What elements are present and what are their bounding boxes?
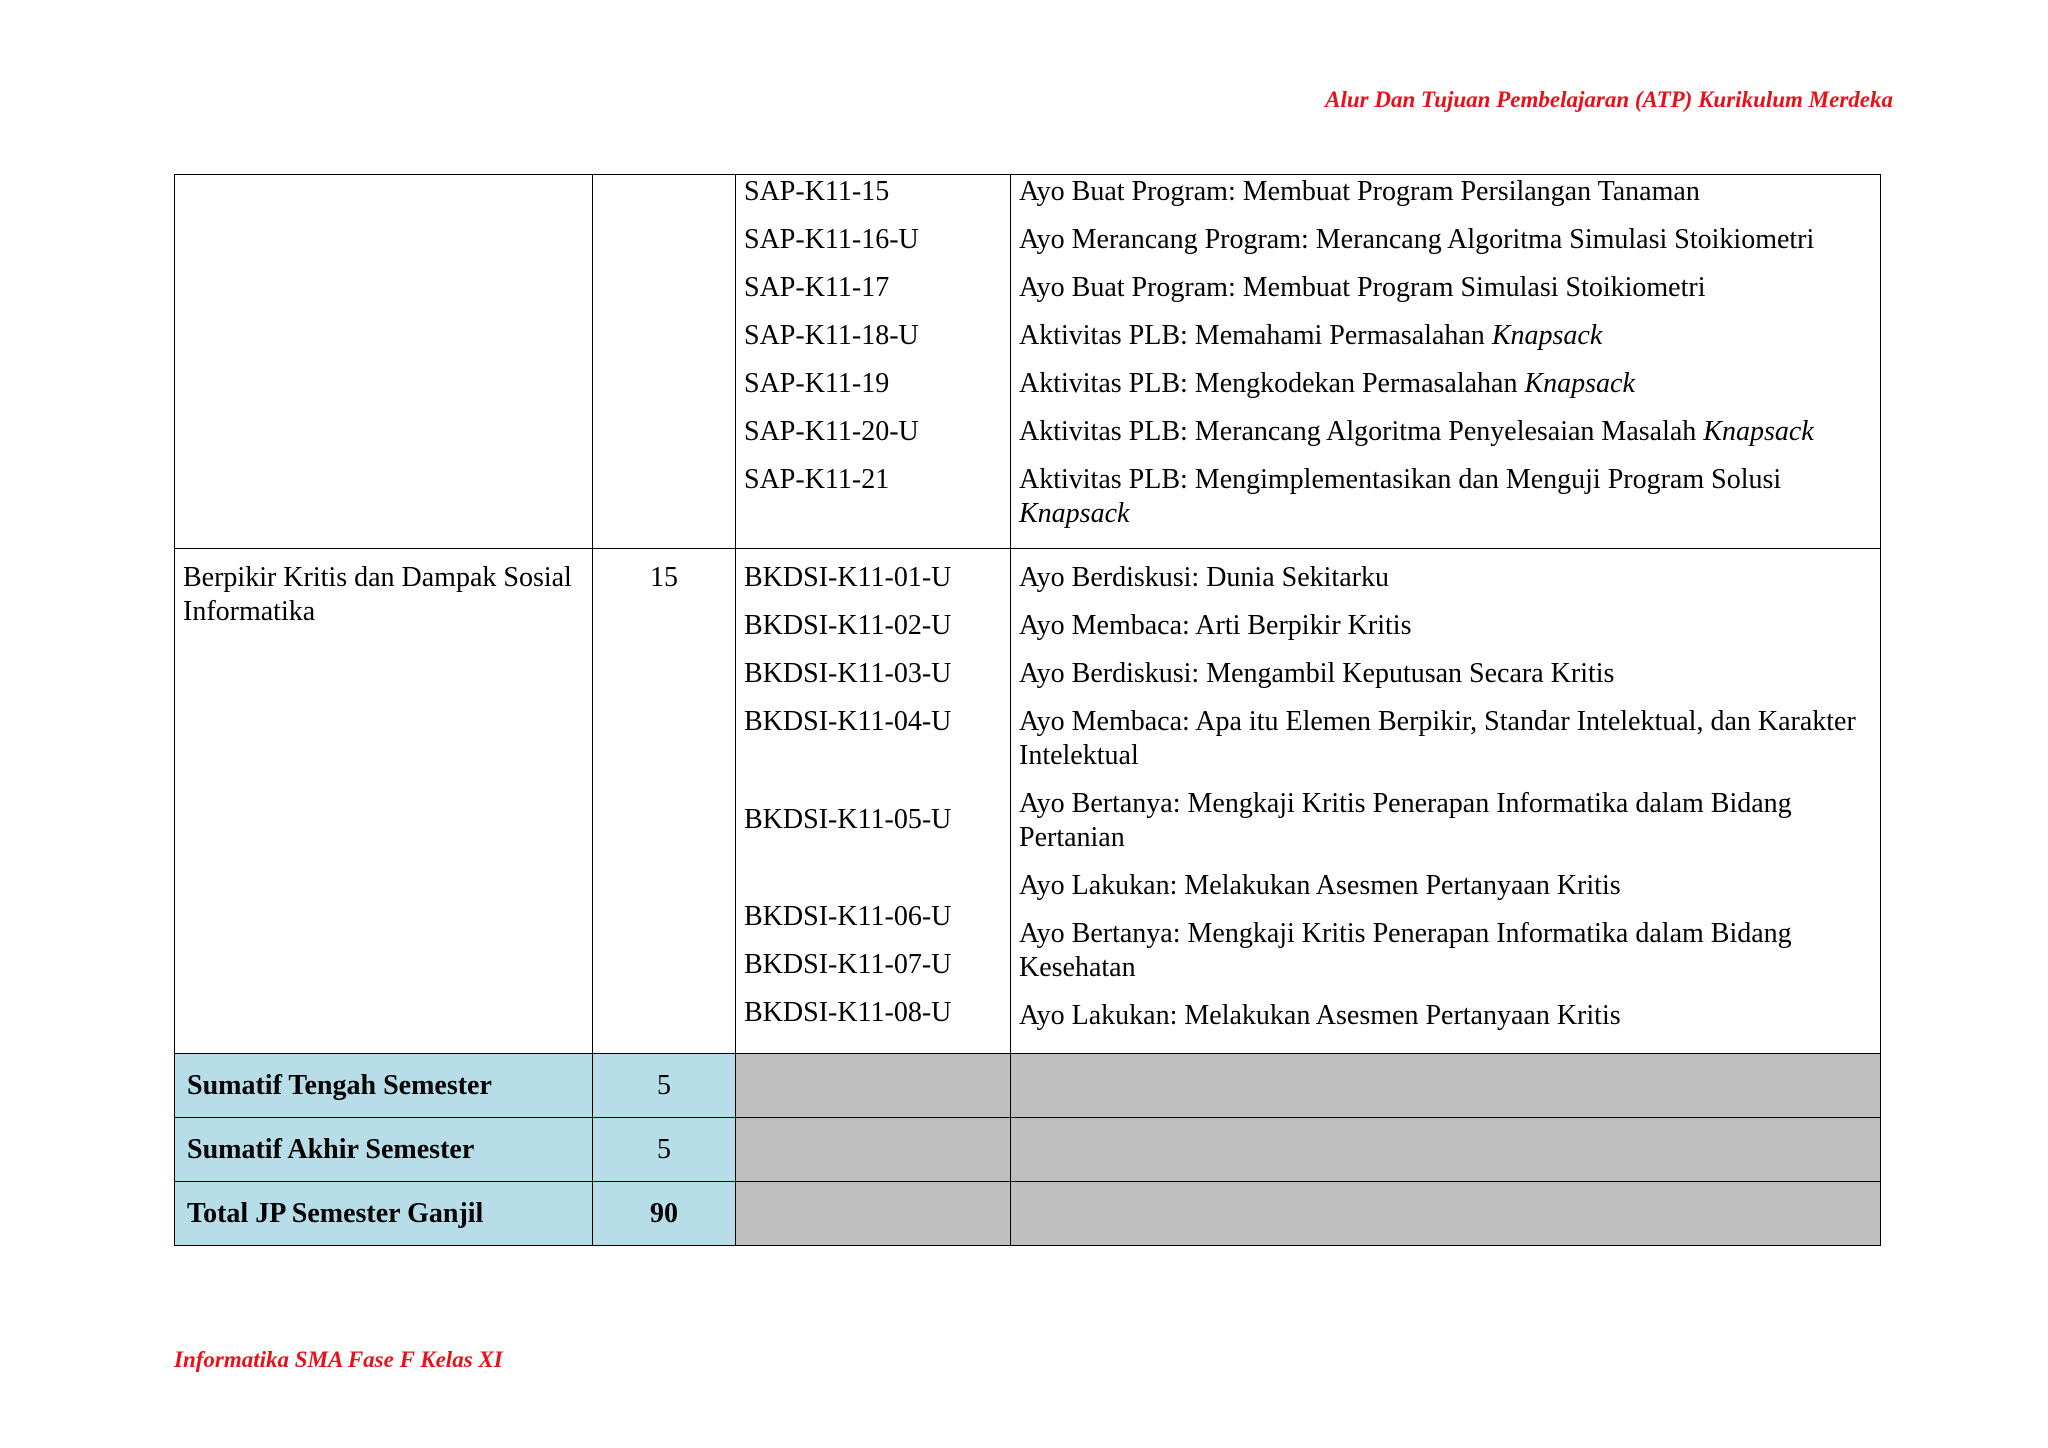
activity-item: Ayo Lakukan: Melakukan Asesmen Pertanyaan Kritis [1019,870,1621,901]
summary-value: 5 [593,1118,736,1182]
code-item: SAP-K11-16-U [744,224,919,255]
activity-item: Ayo Bertanya: Mengkaji Kritis Penerapan Informatika dalam Bidang Pertanian [1019,788,1792,853]
activity-item: Ayo Bertanya: Mengkaji Kritis Penerapan Informatika dalam Bidang Kesehatan [1019,918,1792,983]
code-item: BKDSI-K11-02-U [744,610,952,641]
activity-item: Aktivitas PLB: Mengkodekan Permasalahan Knapsack [1019,368,1635,399]
activity-item: Ayo Berdiskusi: Dunia Sekitarku [1019,562,1389,593]
topic-cell [175,175,593,549]
code-item: BKDSI-K11-07-U [744,949,952,980]
code-item: BKDSI-K11-03-U [744,658,952,689]
code-item: SAP-K11-15 [744,176,890,207]
summary-empty-cell [736,1054,1011,1118]
topic-cell: Berpikir Kritis dan Dampak Sosial Informatika [175,549,593,1054]
code-cell [736,175,1011,549]
atp-table [174,174,1881,1246]
activity-item: Ayo Lakukan: Melakukan Asesmen Pertanyaan Kritis [1019,1000,1621,1031]
code-item: BKDSI-K11-08-U [744,997,952,1028]
activity-item: Ayo Berdiskusi: Mengambil Keputusan Secara Kritis [1019,658,1615,689]
summary-label: Sumatif Akhir Semester [175,1118,593,1182]
activity-cell [1011,175,1881,549]
code-item: SAP-K11-18-U [744,320,919,351]
activity-item: Ayo Membaca: Apa itu Elemen Berpikir, Standar Intelektual, dan Karakter Intelektual [1019,706,1856,771]
activity-item: Ayo Merancang Program: Merancang Algoritma Simulasi Stoikiometri [1019,224,1815,255]
activity-item: Ayo Membaca: Arti Berpikir Kritis [1019,610,1412,641]
code-item: BKDSI-K11-05-U [744,804,952,835]
activity-cell [1011,549,1881,1054]
code-item: SAP-K11-17 [744,272,890,303]
summary-empty-cell [1011,1182,1881,1246]
jp-cell: 15 [593,549,736,1054]
summary-empty-cell [736,1182,1011,1246]
activity-item: Ayo Buat Program: Membuat Program Simulasi Stoikiometri [1019,272,1706,303]
jp-cell [593,175,736,549]
code-item: SAP-K11-21 [744,464,890,495]
table-row [175,175,1881,549]
code-cell [736,549,1011,1054]
summary-row [175,1054,1881,1118]
activity-item: Aktivitas PLB: Memahami Permasalahan Knapsack [1019,320,1603,351]
summary-empty-cell [1011,1054,1881,1118]
activity-item: Aktivitas PLB: Merancang Algoritma Penyelesaian Masalah Knapsack [1019,416,1814,447]
activity-item: Aktivitas PLB: Mengimplementasikan dan Menguji Program Solusi Knapsack [1019,464,1782,529]
summary-empty-cell [736,1118,1011,1182]
running-header: Alur Dan Tujuan Pembelajaran (ATP) Kurikulum Merdeka [1325,87,1893,112]
summary-empty-cell [1011,1118,1881,1182]
code-item: SAP-K11-19 [744,368,890,399]
code-item: BKDSI-K11-06-U [744,901,952,932]
code-item: SAP-K11-20-U [744,416,919,447]
summary-row [175,1118,1881,1182]
summary-label: Sumatif Tengah Semester [175,1054,593,1118]
total-label: Total JP Semester Ganjil [175,1182,593,1246]
total-value: 90 [593,1182,736,1246]
activity-item: Ayo Buat Program: Membuat Program Persilangan Tanaman [1019,176,1700,207]
table-row [175,549,1881,1054]
code-item: BKDSI-K11-04-U [744,706,952,737]
summary-value: 5 [593,1054,736,1118]
running-footer: Informatika SMA Fase F Kelas XI [174,1347,503,1372]
code-item: BKDSI-K11-01-U [744,562,952,593]
total-row [175,1182,1881,1246]
